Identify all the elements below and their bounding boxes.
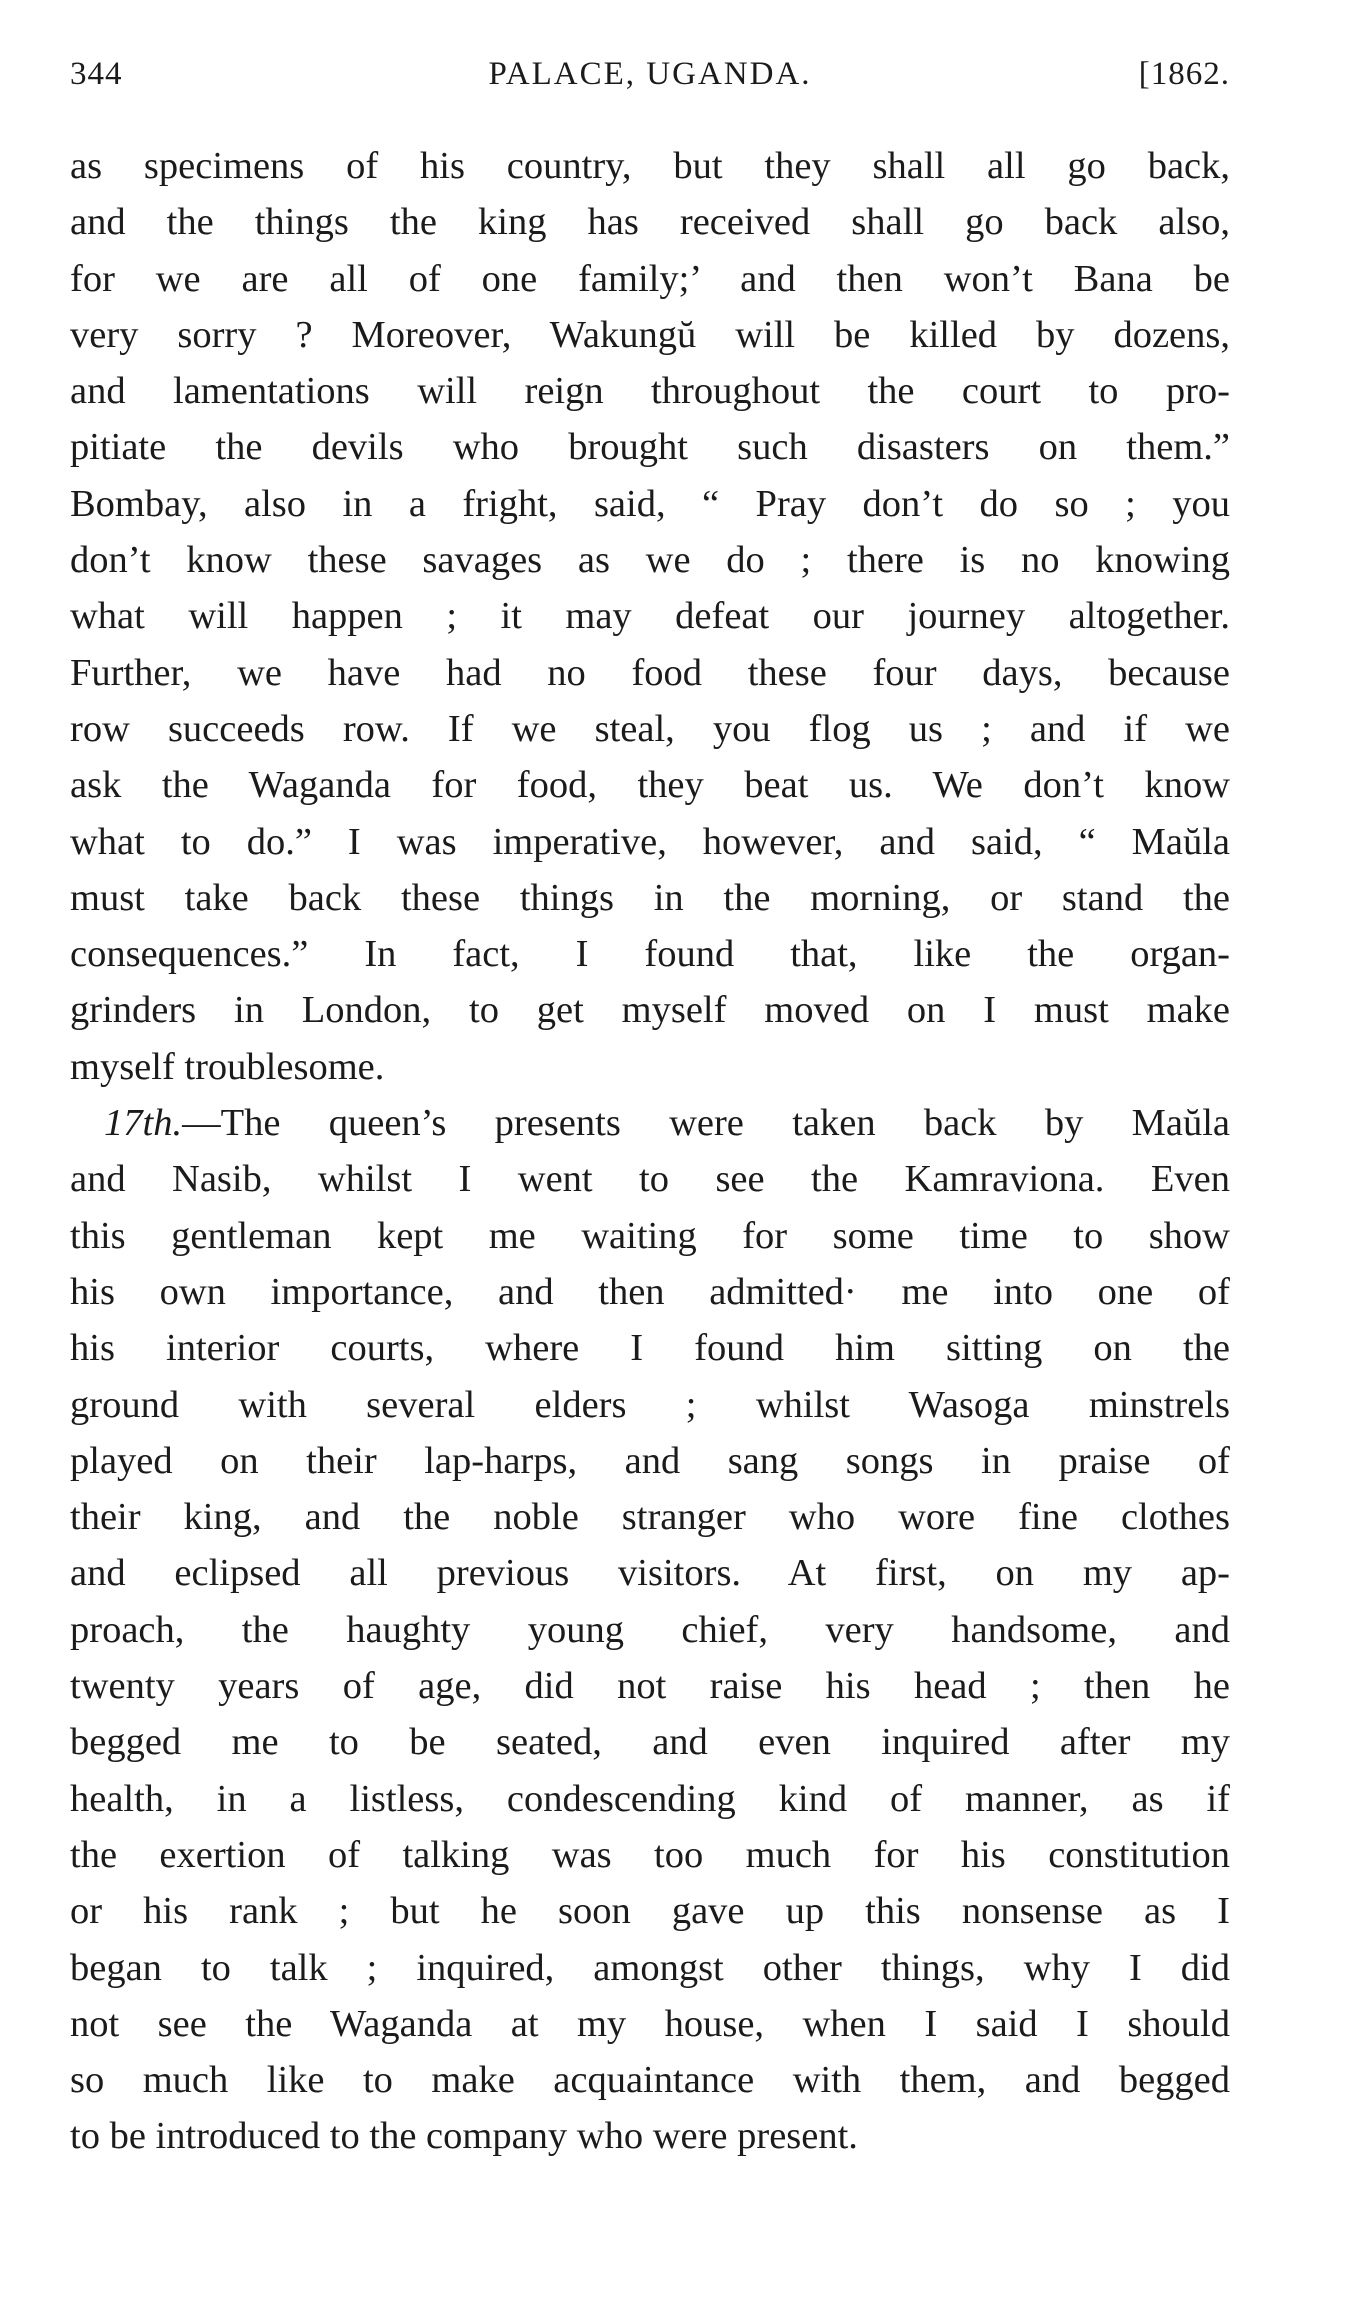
text-line: proach, the haughty young chief, very handsome, and	[70, 1608, 1230, 1651]
text-line: so much like to make acquaintance with them, and begged	[70, 2059, 1230, 2102]
text-line: very sorry ? Moreover, Wakungŭ will be killed by dozens,	[70, 313, 1230, 356]
body-text	[70, 138, 1230, 2165]
entry-first-line	[70, 1095, 1230, 1151]
text-line: consequences.” In fact, I found that, like the organ-	[70, 933, 1230, 976]
text-line: ask the Waganda for food, they beat us. We don’t know	[70, 764, 1230, 807]
entry-first-line-text: —The queen’s presents were taken back by Maŭla	[182, 1102, 1230, 1145]
text-line: don’t know these savages as we do ; there is no knowing	[70, 539, 1230, 582]
text-line: the exertion of talking was too much for his constitution	[70, 1833, 1230, 1876]
text-line: not see the Waganda at my house, when I said I should	[70, 2002, 1230, 2045]
text-line: and eclipsed all previous visitors. At first, on my ap-	[70, 1552, 1230, 1595]
running-year: [1862.	[1138, 56, 1230, 92]
text-line: to be introduced to the company who were present.	[70, 2115, 858, 2158]
running-head	[70, 56, 1230, 106]
text-line: begged me to be seated, and even inquired after my	[70, 1721, 1230, 1764]
text-line: his interior courts, where I found him sitting on the	[70, 1327, 1230, 1370]
text-line: and the things the king has received shall go back also,	[70, 201, 1230, 244]
text-line: what will happen ; it may defeat our journey altogether.	[70, 595, 1230, 638]
text-line: grinders in London, to get myself moved on I must make	[70, 989, 1230, 1032]
text-line: ground with several elders ; whilst Wasoga minstrels	[70, 1383, 1230, 1426]
text-line: myself troublesome.	[70, 1045, 385, 1088]
text-line: Bombay, also in a fright, said, “ Pray don’t do so ; you	[70, 482, 1230, 525]
text-line: their king, and the noble stranger who wore fine clothes	[70, 1496, 1230, 1539]
text-line: pitiate the devils who brought such disasters on them.”	[70, 426, 1230, 469]
page-number: 344	[70, 56, 123, 92]
text-line: twenty years of age, did not raise his head ; then he	[70, 1665, 1230, 1708]
text-line: and lamentations will reign throughout the court to pro-	[70, 370, 1230, 413]
text-line: his own importance, and then admitted· me into one of	[70, 1270, 1230, 1313]
text-line: or his rank ; but he soon gave up this nonsense as I	[70, 1890, 1230, 1933]
entry-date: 17th.	[104, 1102, 183, 1145]
text-line: played on their lap-harps, and sang songs in praise of	[70, 1439, 1230, 1482]
text-line: and Nasib, whilst I went to see the Kamraviona. Even	[70, 1158, 1230, 1201]
text-line: health, in a listless, condescending kind of manner, as if	[70, 1777, 1230, 1820]
running-title: PALACE, UGANDA.	[488, 56, 812, 92]
text-line: as specimens of his country, but they shall all go back,	[70, 145, 1230, 187]
text-line: this gentleman kept me waiting for some time to show	[70, 1214, 1230, 1257]
text-line: Further, we have had no food these four days, because	[70, 651, 1230, 694]
text-line: row succeeds row. If we steal, you flog us ; and if we	[70, 707, 1230, 750]
text-line: for we are all of one family;’ and then won’t Bana be	[70, 257, 1230, 300]
text-line: must take back these things in the morning, or stand the	[70, 876, 1230, 919]
text-line: what to do.” I was imperative, however, and said, “ Maŭla	[70, 820, 1230, 863]
text-line: began to talk ; inquired, amongst other things, why I did	[70, 1946, 1230, 1989]
